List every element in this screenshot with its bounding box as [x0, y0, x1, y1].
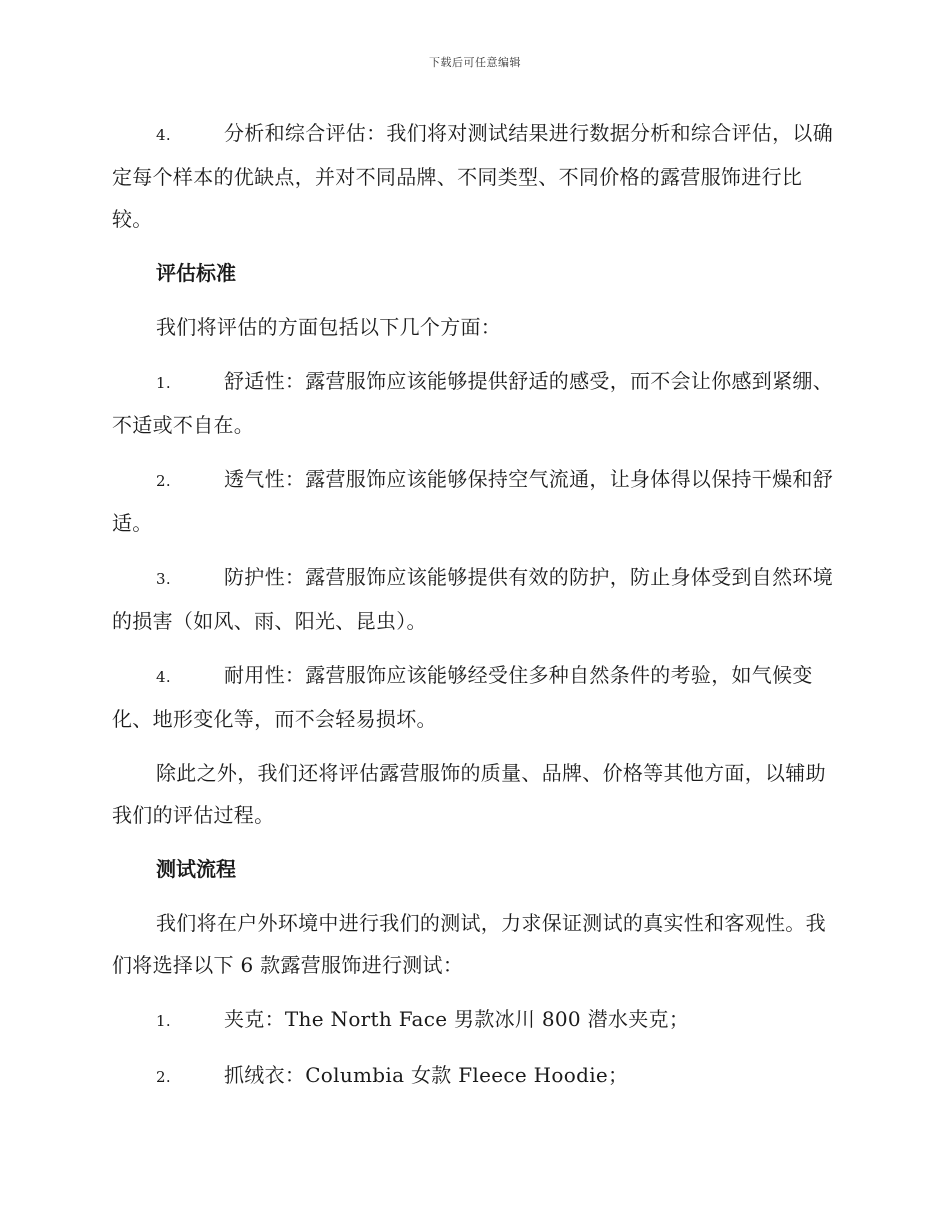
list-text: 防护性：露营服饰应该能够提供有效的防护，防止身体受到自然环境的损害（如风、雨、阳光、昆虫）。: [112, 565, 833, 633]
paragraph-criteria-extra: 除此之外，我们还将评估露营服饰的质量、品牌、价格等其他方面，以辅助我们的评估过程。: [112, 761, 826, 827]
list-item-analysis: [112, 112, 834, 240]
list-text: 透气性：露营服饰应该能够保持空气流通，让身体得以保持干燥和舒适。: [112, 467, 833, 535]
section-heading-criteria: 评估标准: [156, 261, 236, 285]
list-item-jacket: [112, 998, 834, 1042]
list-number: 3.: [156, 570, 171, 588]
list-number: 4.: [156, 126, 171, 144]
list-text: 抓绒衣：Columbia 女款 Fleece Hoodie；: [224, 1063, 629, 1087]
list-item-protection: [112, 556, 834, 642]
list-text: 分析和综合评估：我们将对测试结果进行数据分析和综合评估，以确定每个样本的优缺点，并对不同品牌、不同类型、不同价格的露营服饰进行比较。: [112, 121, 833, 231]
list-text: 舒适性：露营服饰应该能够提供舒适的感受，而不会让你感到紧绷、不适或不自在。: [112, 369, 833, 437]
list-number: 1.: [156, 1012, 171, 1030]
list-number: 1.: [156, 374, 171, 392]
list-item-durability: [112, 654, 834, 740]
paragraph-process-intro: 我们将在户外环境中进行我们的测试，力求保证测试的真实性和客观性。我们将选择以下 6 款露营服饰进行测试：: [112, 911, 826, 977]
list-number: 4.: [156, 668, 171, 686]
list-number: 2.: [156, 1068, 171, 1086]
list-item-comfort: [112, 360, 834, 446]
list-text: 夹克：The North Face 男款冰川 800 潜水夹克；: [224, 1007, 690, 1031]
list-number: 2.: [156, 472, 171, 490]
list-text: 耐用性：露营服饰应该能够经受住多种自然条件的考验，如气候变化、地形变化等，而不会轻易损坏。: [112, 663, 813, 731]
section-heading-process: 测试流程: [156, 857, 236, 881]
list-item-fleece: [112, 1054, 834, 1098]
document-body: [112, 112, 834, 1110]
paragraph-criteria-intro: 我们将评估的方面包括以下几个方面：: [156, 315, 502, 339]
page-header: 下载后可任意编辑: [429, 56, 521, 69]
list-item-breathability: [112, 458, 834, 544]
